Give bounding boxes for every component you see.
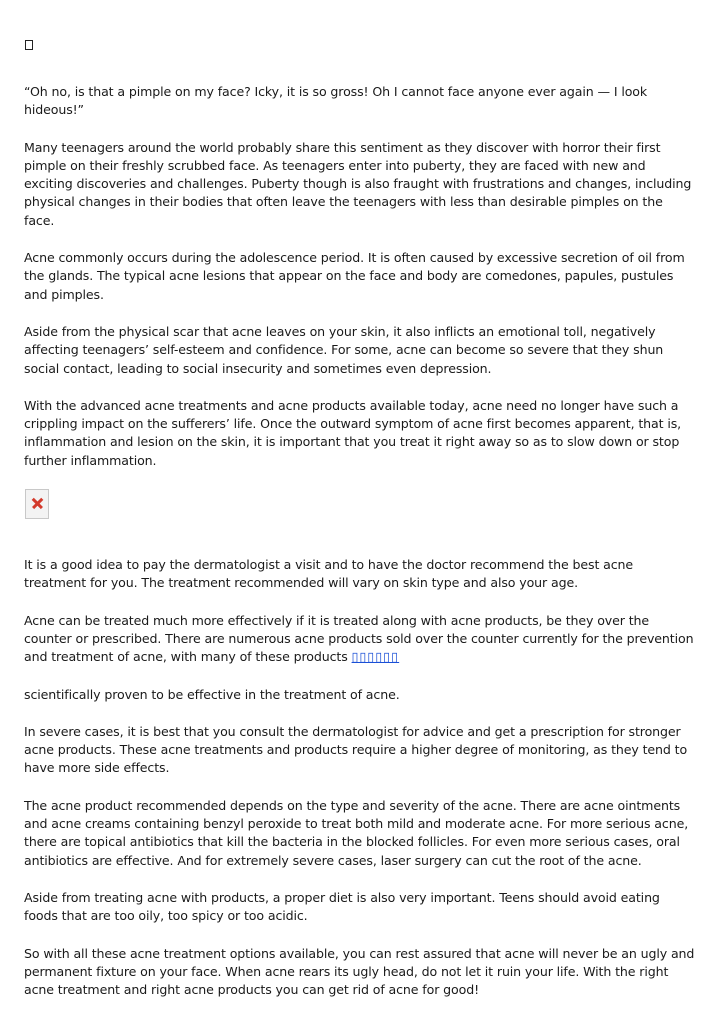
- paragraph-acne-products: [24, 612, 696, 667]
- inline-product-link[interactable]: ▯▯▯▯▯▯: [351, 649, 400, 665]
- paragraph-acne-causes: Acne commonly occurs during the adolescence period. It is often caused by excessive secretion of oil from the glands. The typical acne lesions that appear on the face and body are comedones, papules, pustules and pimples.: [24, 250, 685, 302]
- paragraph-scientifically-proven: scientifically proven to be effective in the treatment of acne.: [24, 686, 400, 702]
- paragraph-teenagers: Many teenagers around the world probably share this sentiment as they discover with horror their first pimple on their freshly scrubbed face. As teenagers enter into puberty, they are faced with new and exciting discoveries and challenges. Puberty though is also fraught with frustrations and changes, including physical changes in their bodies that often leave the teenagers with less than desirable pimples on the face.: [24, 139, 692, 228]
- broken-image-icon: [25, 489, 49, 519]
- paragraph-severe-cases: In severe cases, it is best that you consult the dermatologist for advice and get a prescription for stronger acne products. These acne treatments and products require a higher degree of monitoring, as they tend to have more side effects.: [24, 723, 688, 776]
- paragraph-conclusion: So with all these acne treatment options available, you can rest assured that acne will never be an ugly and permanent fixture on your face. When acne rears its ugly head, do not let it ruin your life. With the right acne treatment and right acne products you can get rid of acne for good!: [24, 945, 695, 998]
- paragraph-product-types: The acne product recommended depends on the type and severity of the acne. There are acne ointments and acne creams containing benzyl peroxide to treat both mild and moderate acne. For more serious acne, there are topical antibiotics that kill the bacteria in the blocked follicles. For even more serious cases, oral antibiotics are effective. And for extremely severe cases, laser surgery can cut the root of the acne.: [24, 797, 689, 868]
- paragraph-treatments: With the advanced acne treatments and acne products available today, acne need no longer have such a crippling impact on the sufferers’ life. Once the outward symptom of acne first becomes apparent, that is, inflammation and lesion on the skin, it is important that you treat it right away so as to slow down or stop further inflammation.: [24, 397, 682, 468]
- paragraph-quote: “Oh no, is that a pimple on my face? Icky, it is so gross! Oh I cannot face anyone ever again — I look hideous!”: [24, 84, 648, 118]
- paragraph-emotional-toll: Aside from the physical scar that acne leaves on your skin, it also inflicts an emotional toll, negatively affecting teenagers’ self-esteem and confidence. For some, acne can become so severe that they shun social contact, leading to social insecurity and sometimes even depression.: [24, 323, 664, 376]
- document-body: [24, 40, 696, 1018]
- paragraph-acne-products-text: Acne can be treated much more effectively if it is treated along with acne products, be they over the counter or prescribed. There are numerous acne products sold over the counter currently for the prevention and treatment of acne, with many of these products: [24, 612, 694, 665]
- paragraph-dermatologist: It is a good idea to pay the dermatologist a visit and to have the doctor recommend the best acne treatment for you. The treatment recommended will vary on skin type and also your age.: [24, 557, 634, 591]
- paragraph-diet: Aside from treating acne with products, a proper diet is also very important. Teens should avoid eating foods that are too oily, too spicy or too acidic.: [24, 889, 660, 924]
- missing-glyph-icon: [25, 40, 33, 50]
